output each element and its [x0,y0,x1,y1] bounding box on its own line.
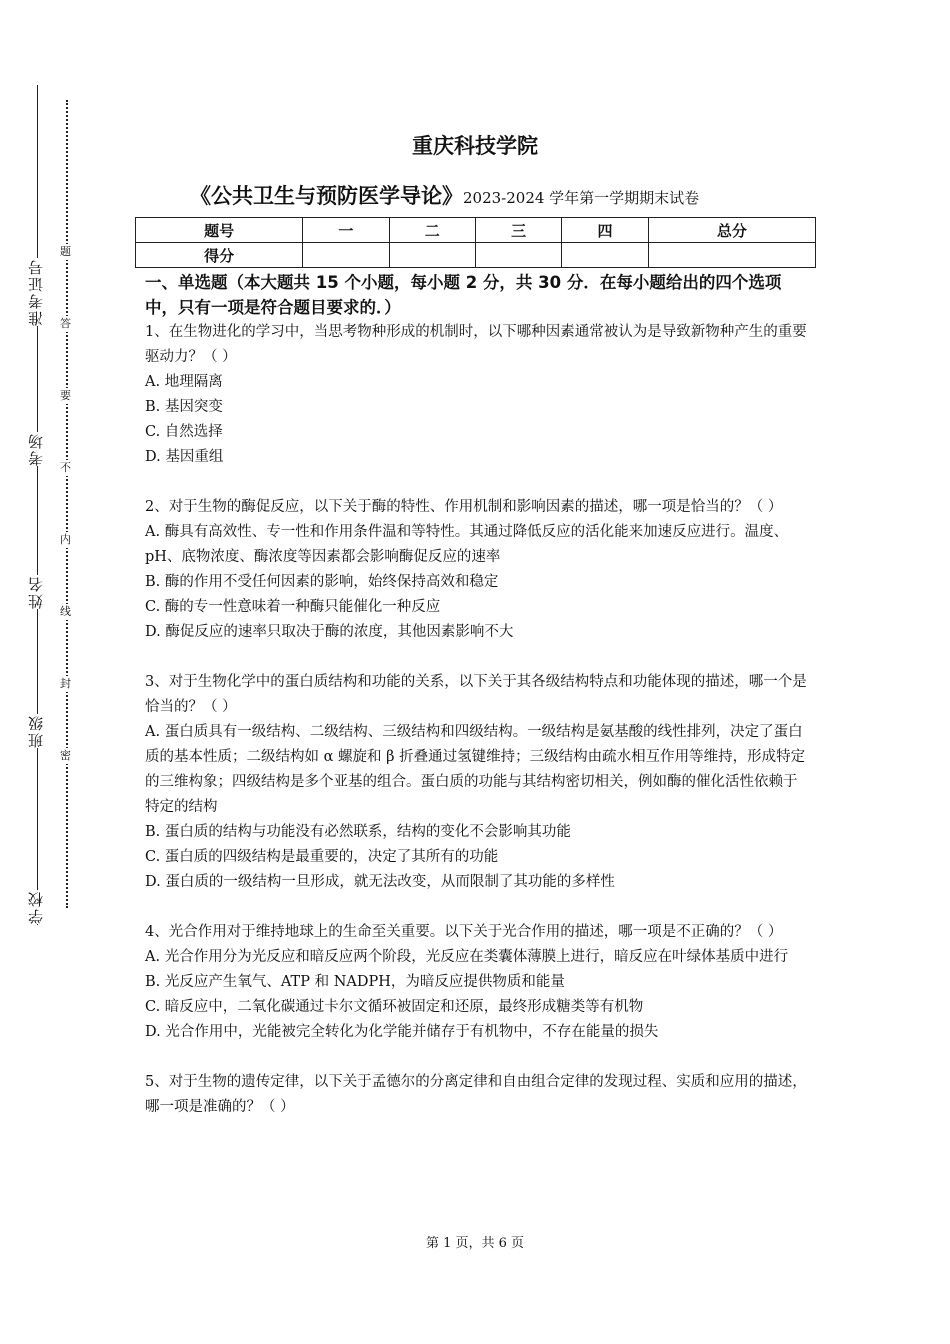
binding-solid-line [37,85,38,925]
exam-room-label: 考场 [22,432,50,466]
seal-char: 线 [60,605,71,618]
option: B. 酶的作用不受任何因素的影响，始终保持高效和稳定 [145,574,499,590]
option: A. 地理隔离 [145,374,223,390]
score-cell: 四 [562,218,648,243]
option: C. 蛋白质的四级结构是最重要的，决定了其所有的功能 [145,849,499,865]
score-cell: 题号 [136,218,303,243]
exam-title [190,180,699,210]
option: B. 蛋白质的结构与功能没有必然联系，结构的变化不会影响其功能 [145,824,571,840]
question-text: 2、对于生物的酶促反应，以下关于酶的特性、作用机制和影响因素的描述，哪一项是恰当的？（ ） [145,499,783,515]
course-name: 《公共卫生与预防医学导论》 [190,184,463,208]
score-cell: 一 [303,218,389,243]
question-text: 3、对于生物化学中的蛋白质结构和功能的关系，以下关于其各级结构特点和功能体现的描述，哪一个是恰当的？（ ） [145,674,807,715]
score-cell: 总分 [648,218,815,243]
score-cell [303,243,389,268]
question-block [145,495,810,645]
seal-char: 密 [60,749,71,762]
question-block [145,1070,810,1120]
class-label: 班级 [22,714,50,748]
question-text: 4、光合作用对于维持地球上的生命至关重要。以下关于光合作用的描述，哪一项是不正确的？（ ） [145,924,783,940]
score-cell [389,243,475,268]
option: C. 暗反应中，二氧化碳通过卡尔文循环被固定和还原，最终形成糖类等有机物 [145,999,644,1015]
score-cell: 得分 [136,243,303,268]
section-title: 一、单选题（本大题共 15 个小题，每小题 2 分，共 30 分．在每小题给出的四个选项中，只有一项是符合题目要求的．） [145,273,782,317]
term-text: 2023-2024 学年第一学期期末试卷 [463,189,700,207]
seal-char: 内 [60,533,71,546]
score-cell: 二 [389,218,475,243]
school-label: 学校 [22,890,50,924]
seal-char: 封 [60,677,71,690]
score-cell: 三 [475,218,561,243]
option: D. 蛋白质的一级结构一旦形成，就无法改变，从而限制了其功能的多样性 [145,874,615,890]
option: C. 酶的专一性意味着一种酶只能催化一种反应 [145,599,441,615]
school-title: 重庆科技学院 [412,134,538,158]
exam-number-label: 准考证号 [22,258,50,326]
score-table [135,217,816,268]
question-text: 5、对于生物的遗传定律，以下关于孟德尔的分离定律和自由组合定律的发现过程、实质和应用的描述，哪一项是准确的？（ ） [145,1074,807,1115]
name-label: 姓名 [22,575,50,609]
score-cell [475,243,561,268]
seal-char: 要 [60,389,71,402]
option: A. 光合作用分为光反应和暗反应两个阶段，光反应在类囊体薄膜上进行，暗反应在叶绿体基质中进行 [145,949,789,965]
question-block [145,320,810,470]
option: D. 光合作用中，光能被完全转化为化学能并储存于有机物中，不存在能量的损失 [145,1024,659,1040]
option: D. 酶促反应的速率只取决于酶的浓度，其他因素影响不大 [145,624,514,640]
score-table-header-row [136,218,816,243]
option: A. 蛋白质具有一级结构、二级结构、三级结构和四级结构。一级结构是氨基酸的线性排列，决定了蛋白质的基本性质；二级结构如 α 螺旋和 β 折叠通过氢键维持；三级结构由疏水相互作用等维持，形成特定的三维构象；四级结构是多个亚基的组合。蛋白质的功能与其结构密切相关，例如酶的催化活性依赖于特定的结构 [145,724,806,815]
question-text: 1、在生物进化的学习中，当思考物种形成的机制时，以下哪种因素通常被认为是导致新物种产生的重要驱动力？（ ） [145,324,807,365]
score-table-score-row [136,243,816,268]
option: D. 基因重组 [145,449,224,465]
exam-content [145,270,810,1145]
seal-char: 题 [60,245,71,258]
binding-dotted-line [66,100,68,908]
page-footer: 第 1 页，共 6 页 [425,1236,525,1251]
option: B. 基因突变 [145,399,223,415]
seal-char: 答 [60,317,71,330]
option: C. 自然选择 [145,424,223,440]
score-cell [648,243,815,268]
question-block [145,670,810,895]
seal-char: 不 [60,461,71,474]
option: B. 光反应产生氧气、ATP 和 NADPH，为暗反应提供物质和能量 [145,974,565,990]
question-block [145,920,810,1045]
score-cell [562,243,648,268]
option: A. 酶具有高效性、专一性和作用条件温和等特性。其通过降低反应的活化能来加速反应进行。温度、pH、底物浓度、酶浓度等因素都会影响酶促反应的速率 [145,524,789,565]
